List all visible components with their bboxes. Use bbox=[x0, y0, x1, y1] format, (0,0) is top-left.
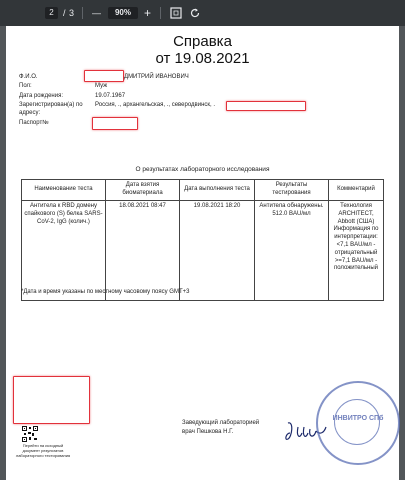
zoom-out-button[interactable]: — bbox=[92, 8, 101, 18]
redaction-box bbox=[84, 70, 124, 82]
address-label-cont: адресу: bbox=[19, 110, 41, 116]
column-header: Дата выполнения теста bbox=[180, 180, 255, 201]
fio-value: ДМИТРИЙ ИВАНОВИЧ bbox=[124, 74, 189, 80]
document-page bbox=[6, 26, 399, 480]
qr-caption: документ результатов bbox=[22, 448, 64, 453]
redaction-box bbox=[92, 117, 138, 130]
zoom-level-input[interactable]: 90% bbox=[108, 7, 138, 19]
redaction-box bbox=[226, 101, 306, 111]
qr-code[interactable] bbox=[22, 426, 38, 442]
sex-label: Пол: bbox=[19, 83, 32, 89]
passport-label: Паспорт№ bbox=[19, 120, 49, 126]
table-row bbox=[22, 201, 384, 301]
rotate-icon[interactable] bbox=[189, 7, 201, 19]
pdf-toolbar bbox=[0, 0, 405, 26]
stamp-text: ИНВИТРО СПб bbox=[332, 415, 384, 422]
signer-name: врач Пешкова Н.Г. bbox=[182, 429, 234, 435]
table-header-row bbox=[22, 180, 384, 201]
seal-stamp bbox=[316, 381, 400, 465]
redaction-box bbox=[13, 376, 90, 424]
results-heading: О результатах лабораторного исследования bbox=[135, 166, 270, 173]
table-cell: Технология ARCHITECT, Abbott (США) Информация по интерпретации: <7,1 BAU/мл - отрицательный >=7,1 BAU/мл - положительный bbox=[329, 201, 384, 301]
address-value: Россия, ., архангельская, ., северодвинск, . bbox=[95, 102, 216, 108]
sex-value: Муж bbox=[95, 83, 108, 89]
address-label: Зарегистрирован(а) по bbox=[19, 102, 83, 108]
signer-title: Заведующий лабораторией bbox=[182, 420, 260, 426]
zoom-in-button[interactable]: + bbox=[144, 6, 152, 20]
table-cell: 19.08.2021 18:20 bbox=[180, 201, 255, 301]
dob-label: Дата рождения: bbox=[19, 93, 63, 99]
document-date: от 19.08.2021 bbox=[155, 50, 250, 67]
fit-page-icon[interactable] bbox=[170, 7, 182, 19]
dob-value: 19.07.1967 bbox=[95, 93, 126, 99]
page-number-input[interactable]: 2 bbox=[45, 7, 58, 19]
toolbar-divider bbox=[160, 7, 161, 19]
column-header: Результаты тестирования bbox=[255, 180, 329, 201]
timezone-footnote: *Дата и время указаны по местному часовому поясу GMT+3 bbox=[21, 289, 190, 295]
page-separator: / bbox=[63, 8, 66, 18]
page-total: 3 bbox=[69, 8, 75, 18]
fio-label: Ф.И.О. bbox=[19, 74, 38, 80]
results-table bbox=[21, 179, 384, 301]
column-header: Комментарий bbox=[329, 180, 384, 201]
seal-inner-ring bbox=[334, 399, 380, 445]
qr-caption: лабораторного тестирования bbox=[15, 453, 71, 458]
document-title: Справка bbox=[173, 33, 232, 50]
column-header: Наименование теста bbox=[22, 180, 106, 201]
toolbar-divider bbox=[82, 7, 83, 19]
qr-caption: Перейти на исходный bbox=[22, 443, 64, 448]
table-cell: Антитела обнаружены. 512.0 BAU/мл bbox=[255, 201, 329, 301]
column-header: Дата взятия биоматериала bbox=[106, 180, 180, 201]
table-cell: Антитела к RBD домену спайкового (S) белка SARS-CoV-2, IgG (колич.) bbox=[22, 201, 106, 301]
table-cell: 18.08.2021 08:47 bbox=[106, 201, 180, 301]
